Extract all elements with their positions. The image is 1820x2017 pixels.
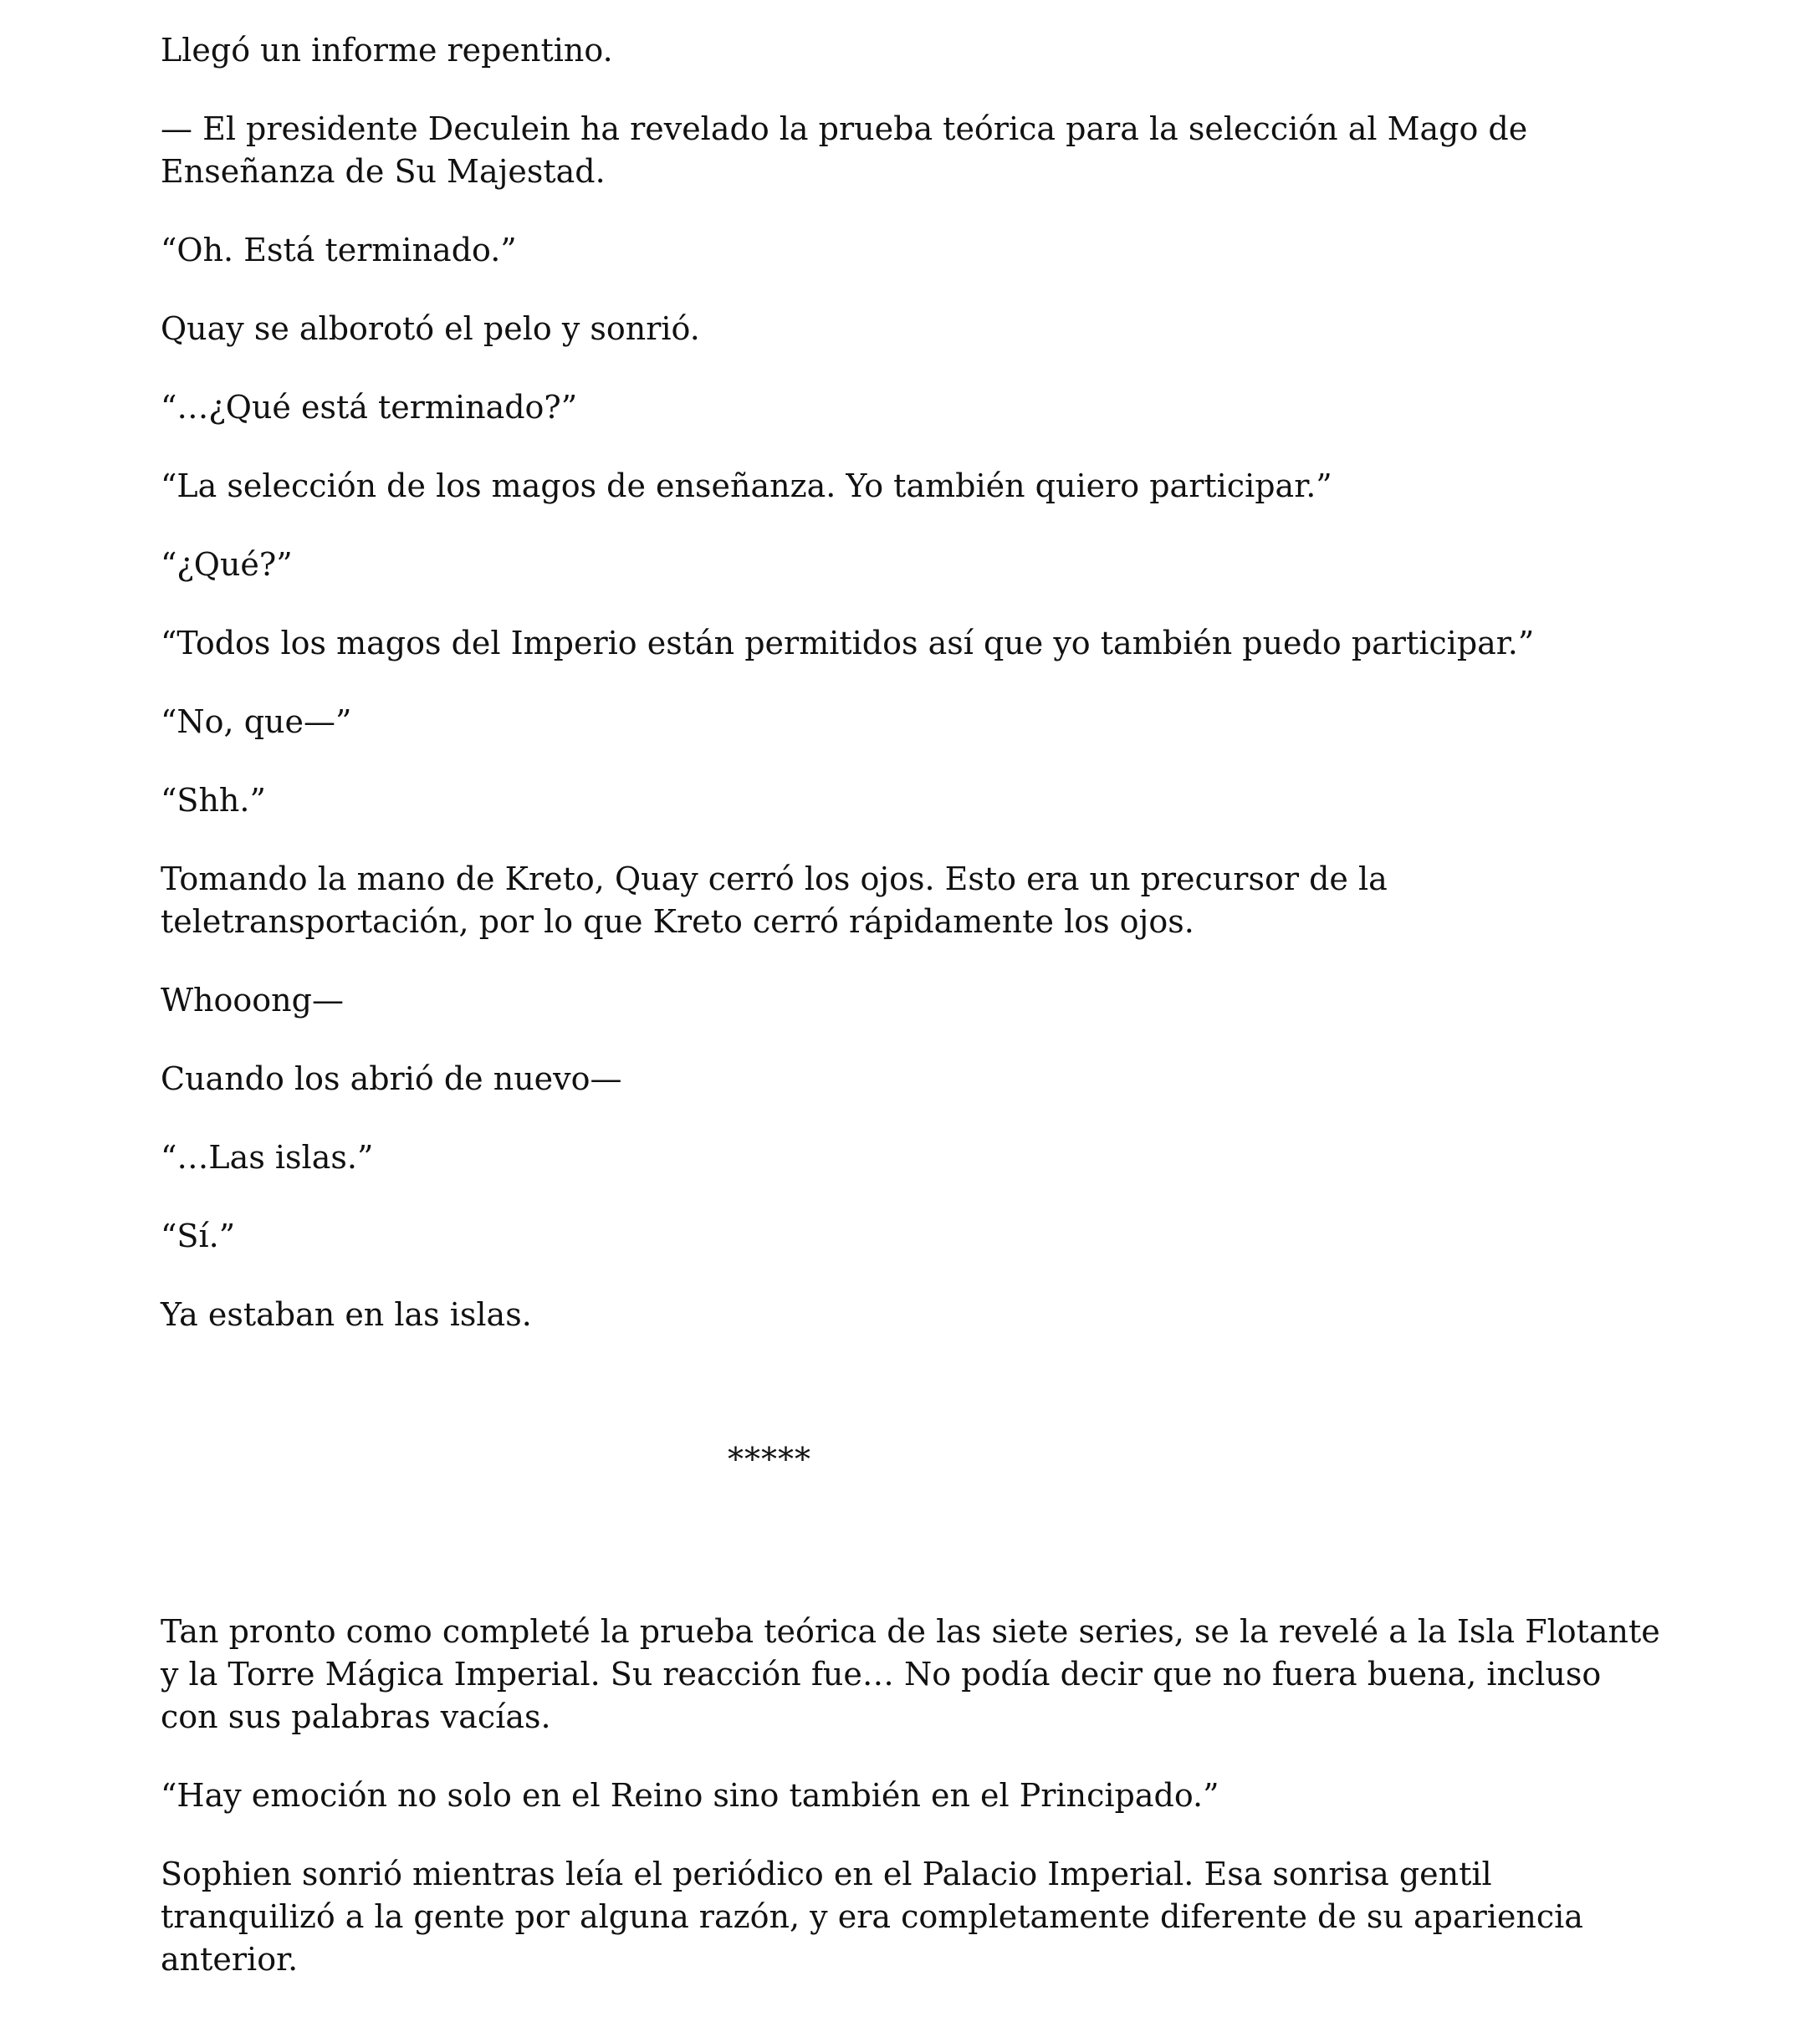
paragraph-dialogue: “…Las islas.” [161, 1139, 374, 1176]
paragraph-narration: Sophien sonrió mientras leía el periódico en el Palacio Imperial. Esa sonrisa gentil tranquilizó a la gente por alguna razón, y era completamente diferente de su apariencia anterior. [161, 1856, 1583, 1978]
section-separator: ***** [728, 1441, 811, 1478]
paragraph-narration: Tomando la mano de Kreto, Quay cerró los ojos. Esto era un precursor de la teletransportación, por lo que Kreto cerró rápidamente los ojos. [161, 860, 1388, 940]
paragraph-dialogue: “Sí.” [161, 1218, 236, 1254]
paragraph-report: Llegó un informe repentino. [161, 32, 613, 69]
paragraph-dialogue: “…¿Qué está terminado?” [161, 389, 578, 426]
paragraph-dialogue: “Shh.” [161, 782, 266, 819]
paragraph-dialogue: “La selección de los magos de enseñanza. Yo también quiero participar.” [161, 467, 1332, 504]
paragraph-narration: Quay se alborotó el pelo y sonrió. [161, 310, 700, 347]
paragraph-narration: Cuando los abrió de nuevo— [161, 1060, 622, 1097]
paragraph-dialogue: “Todos los magos del Imperio están permitidos así que yo también puedo participar.” [161, 625, 1535, 661]
paragraph-dialogue: “No, que—” [161, 703, 352, 740]
paragraph-announcement: — El presidente Deculein ha revelado la prueba teórica para la selección al Mago de Enseñanza de Su Majestad. [161, 110, 1528, 190]
paragraph-sound-effect: Whooong— [161, 982, 344, 1019]
paragraph-narration: Ya estaban en las islas. [161, 1296, 532, 1333]
document-page [161, 0, 1666, 2017]
paragraph-narration: Tan pronto como completé la prueba teórica de las siete series, se la revelé a la Isla Flotante y la Torre Mágica Imperial. Su reacción fue… No podía decir que no fuera buena, incluso con sus palabras vacías. [161, 1613, 1660, 1735]
paragraph-dialogue: “¿Qué?” [161, 546, 293, 583]
paragraph-dialogue: “Hay emoción no solo en el Reino sino también en el Principado.” [161, 1777, 1219, 1814]
paragraph-dialogue: “Oh. Está terminado.” [161, 232, 517, 268]
